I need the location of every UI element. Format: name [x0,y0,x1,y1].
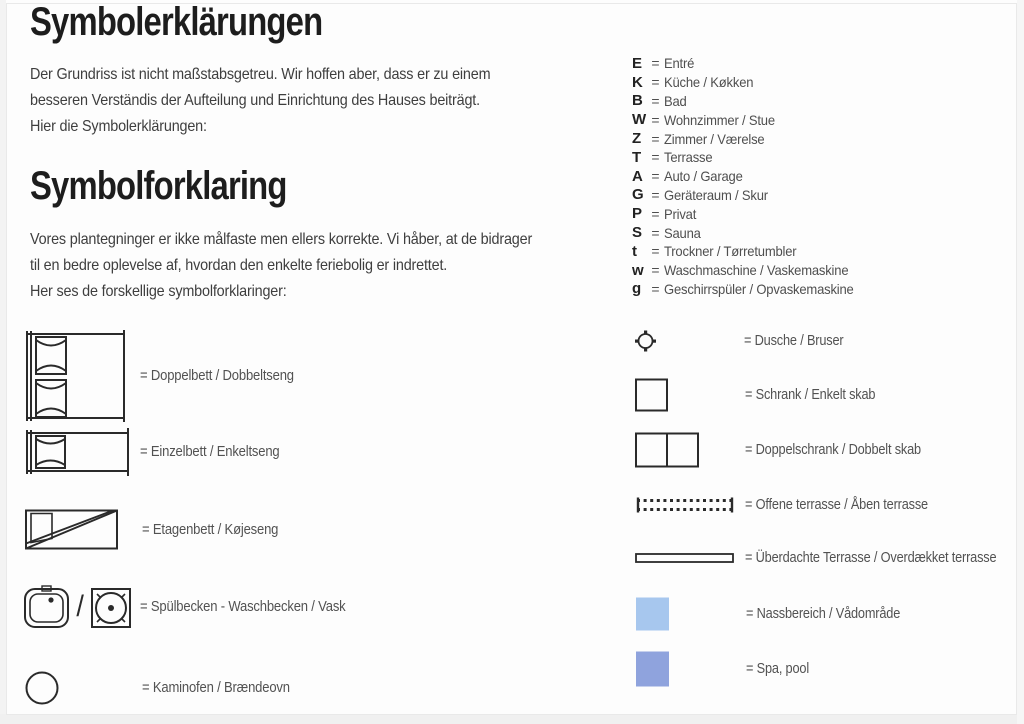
legend-row [632,92,868,111]
legend-label: Küche / Køkken [664,74,754,91]
legend-letter: K [632,73,643,91]
legend-letter: G [632,186,644,204]
equals-sign: = [651,205,660,222]
double-bed-icon [23,330,129,422]
equals-sign: = [651,224,660,241]
symbol-row-double-cabinet [635,432,1015,467]
legend-letter: w [632,261,644,279]
legend-row [632,110,868,129]
wet-area-swatch [636,597,669,630]
symbol-label: = Schrank / Enkelt skab [745,386,876,403]
symbol-row-double-bed [23,330,443,422]
equals-sign: = [651,168,660,185]
equals-sign: = [651,92,660,109]
legend-row [632,54,868,73]
double-cabinet-icon [635,432,699,467]
danish-line: Her ses de forskellige symbolforklaringer: [30,283,287,300]
legend-label: Zimmer / Værelse [664,130,765,147]
german-paragraph [30,62,542,140]
symbol-label: = Spa, pool [746,660,809,677]
legend-row [632,186,868,205]
legend-letter: E [632,54,643,72]
legend-row [632,223,868,242]
open-terrace-icon [635,496,735,513]
danish-line: Vores plantegninger er ikke målfaste men ellers korrekte. Vi håber, at de bidrager [30,231,533,248]
legend-label: Geräteraum / Skur [664,186,768,203]
legend-label: Terrasse [664,149,713,166]
wood-stove-icon [25,671,59,705]
wet-area-color [636,597,669,630]
equals-sign: = [651,149,660,166]
legend-label: Waschmaschine / Vaskemaskine [664,262,849,279]
symbol-row-wet-area [636,597,1016,630]
page-edge-right [1017,0,1024,724]
legend-row [632,204,868,223]
equals-sign: = [651,55,660,72]
symbol-row-wood-stove [25,671,445,705]
equals-sign: = [651,111,660,128]
legend-letter: W [632,111,647,129]
symbol-label: = Doppelschrank / Dobbelt skab [745,441,921,458]
legend-label: Privat [664,205,697,222]
legend-letter: A [632,167,643,185]
sink-washbasin-icon [23,585,132,629]
legend-letter: B [632,92,643,110]
symbol-label: = Einzelbett / Enkeltseng [140,444,280,460]
legend-label: Wohnzimmer / Stue [664,111,775,128]
legend-letter: P [632,205,643,223]
legend-letter: g [632,280,642,298]
german-line: Der Grundriss ist nicht maßstabsgetreu. Wir hoffen aber, dass er zu einem [30,66,491,83]
symbol-row-bunk-bed [25,509,445,550]
legend-label: Bad [664,92,687,109]
symbol-label: = Dusche / Bruser [744,332,844,349]
legend-row [632,129,868,148]
symbol-label: = Etagenbett / Køjeseng [142,521,279,538]
legend-letter: T [632,148,642,166]
legend-row [632,280,868,299]
legend-letter: t [632,242,637,260]
letter-legend [632,54,868,298]
equals-sign: = [651,74,660,91]
single-bed-icon [23,428,133,476]
danish-paragraph [30,227,588,305]
covered-terrace-icon [635,553,735,563]
equals-sign: = [651,262,660,279]
legend-row [632,242,868,261]
legend-row [632,148,868,167]
symbol-row-spa-pool [636,651,1016,686]
spa-pool-swatch [636,651,669,686]
symbol-row-open-terrace [635,496,1015,513]
single-cabinet-icon [635,378,668,411]
german-line: Hier die Symbolerklärungen: [30,118,207,135]
symbol-label: = Spülbecken - Waschbecken / Vask [140,599,346,615]
legend-label: Geschirrspüler / Opvaskemaskine [664,280,854,297]
symbol-label: = Kaminofen / Brændeovn [142,680,290,696]
symbol-label: = Offene terrasse / Åben terrasse [745,496,928,513]
legend-label: Entré [664,55,695,72]
danish-title: Symbolforklaring [30,164,287,208]
symbol-label: = Doppelbett / Dobbeltseng [140,368,294,384]
symbol-row-covered-terrace [635,550,1015,566]
equals-sign: = [651,186,660,203]
equals-sign: = [651,243,660,260]
symbol-label: = Nassbereich / Vådområde [746,605,901,622]
symbol-row-single-cabinet [635,378,1015,411]
symbol-row-sink [23,585,443,629]
spa-pool-color [636,651,669,686]
german-title: Symbolerklärungen [30,0,323,44]
legend-label: Auto / Garage [664,168,743,185]
german-line: besseren Verständis der Aufteilung und Einrichtung des Hauses beiträgt. [30,92,480,109]
page-edge-left [0,0,6,724]
legend-letter: Z [632,130,642,148]
legend-letter: S [632,224,643,242]
legend-row [632,167,868,186]
separator-slash: / [76,590,84,623]
symbol-row-shower [634,329,1014,352]
equals-sign: = [651,280,660,297]
bunk-bed-icon [25,509,119,550]
equals-sign: = [651,130,660,147]
legend-label: Sauna [664,224,701,241]
shower-icon [634,329,657,352]
danish-line: til en bedre oplevelse af, hvordan den enkelte feriebolig er indrettet. [30,257,448,274]
page-edge-bottom [0,714,1024,724]
symbol-label: = Überdachte Terrasse / Overdækket terrasse [745,550,997,566]
legend-row [632,261,868,280]
legend-label: Trockner / Tørretumbler [664,243,797,260]
legend-row [632,73,868,92]
symbol-row-single-bed [23,428,443,476]
